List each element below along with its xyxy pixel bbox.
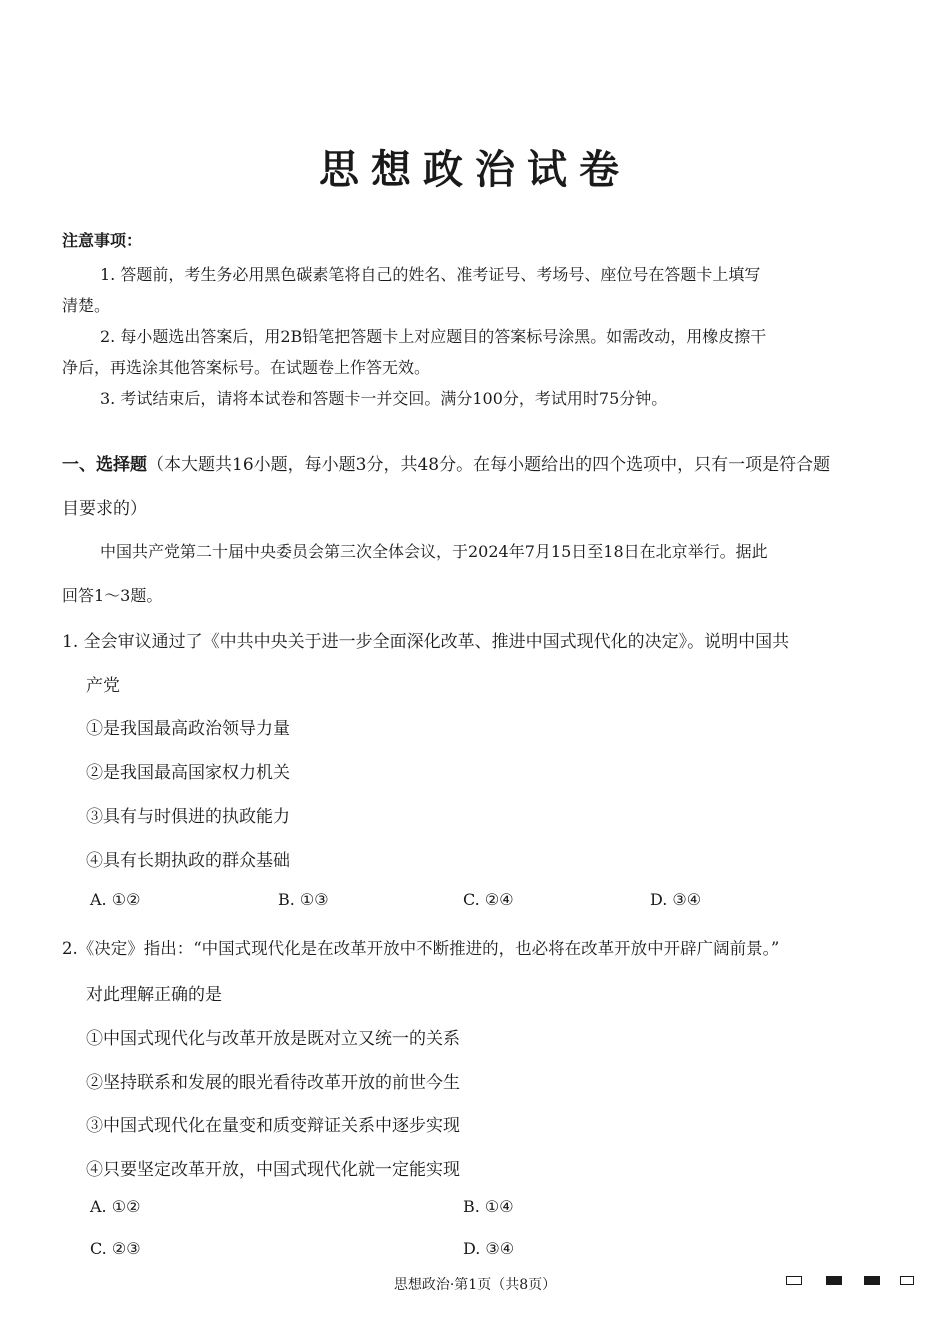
marker-empty-box xyxy=(900,1276,914,1285)
material-line-1: 中国共产党第二十届中央委员会第三次全体会议，于2024年7月15日至18日在北京举行。据此 xyxy=(100,542,768,561)
q1-option-b: B. ①③ xyxy=(278,890,329,909)
notice-item-2-line-2: 净后，再选涂其他答案标号。在试题卷上作答无效。 xyxy=(62,358,431,377)
notice-item-2-line-1: 2. 每小题选出答案后，用2B铅笔把答题卡上对应题目的答案标号涂黑。如需改动，用橡皮擦干 xyxy=(100,327,767,346)
section-heading xyxy=(62,450,830,475)
q1-option-c: C. ②④ xyxy=(463,890,514,909)
section-desc: （本大题共16小题，每小题3分，共48分。在每小题给出的四个选项中，只有一项是符合题 xyxy=(147,455,831,475)
notice-item-1-line-1: 1. 答题前，考生务必用黑色碳素笔将自己的姓名、准考证号、考场号、座位号在答题卡上填写 xyxy=(100,265,761,284)
q2-statement-1: ①中国式现代化与改革开放是既对立又统一的关系 xyxy=(86,1029,460,1049)
section-label: 一、选择题 xyxy=(62,455,147,475)
q2-option-b: B. ①④ xyxy=(463,1197,514,1216)
page-title: 思想政治试卷 xyxy=(319,146,631,193)
marker-filled-box xyxy=(864,1276,880,1285)
q2-stem-line-1: 2.《决定》指出：“中国式现代化是在改革开放中不断推进的，也必将在改革开放中开辟广阔前景。” xyxy=(62,939,780,958)
q1-option-a: A. ①② xyxy=(90,890,141,909)
q1-stem-line-2: 产党 xyxy=(86,676,120,696)
q2-option-c: C. ②③ xyxy=(90,1239,141,1258)
q1-stem-line-1: 1. 全会审议通过了《中共中央关于进一步全面深化改革、推进中国式现代化的决定》。说明中国共 xyxy=(62,632,790,652)
q1-statement-2: ②是我国最高国家权力机关 xyxy=(86,763,290,783)
notice-item-1-line-2: 清楚。 xyxy=(62,296,111,315)
material-line-2: 回答1～3题。 xyxy=(62,586,163,605)
q1-option-d: D. ③④ xyxy=(650,890,702,909)
q2-statement-4: ④只要坚定改革开放，中国式现代化就一定能实现 xyxy=(86,1160,460,1180)
q2-statement-3: ③中国式现代化在量变和质变辩证关系中逐步实现 xyxy=(86,1116,460,1136)
q1-statement-4: ④具有长期执政的群众基础 xyxy=(86,851,290,871)
marker-empty-box xyxy=(786,1276,802,1285)
q2-option-d: D. ③④ xyxy=(463,1239,515,1258)
marker-filled-box xyxy=(826,1276,842,1285)
notice-heading: 注意事项： xyxy=(62,231,143,250)
notice-item-3: 3. 考试结束后，请将本试卷和答题卡一并交回。满分100分，考试用时75分钟。 xyxy=(100,389,668,408)
page-footer: 思想政治·第1页（共8页） xyxy=(393,1277,557,1293)
q1-statement-3: ③具有与时俱进的执政能力 xyxy=(86,807,290,827)
section-desc-line-2: 目要求的） xyxy=(62,499,147,519)
q2-statement-2: ②坚持联系和发展的眼光看待改革开放的前世今生 xyxy=(86,1073,460,1093)
q2-stem-line-2: 对此理解正确的是 xyxy=(86,985,222,1005)
q1-statement-1: ①是我国最高政治领导力量 xyxy=(86,719,290,739)
q2-option-a: A. ①② xyxy=(90,1197,141,1216)
